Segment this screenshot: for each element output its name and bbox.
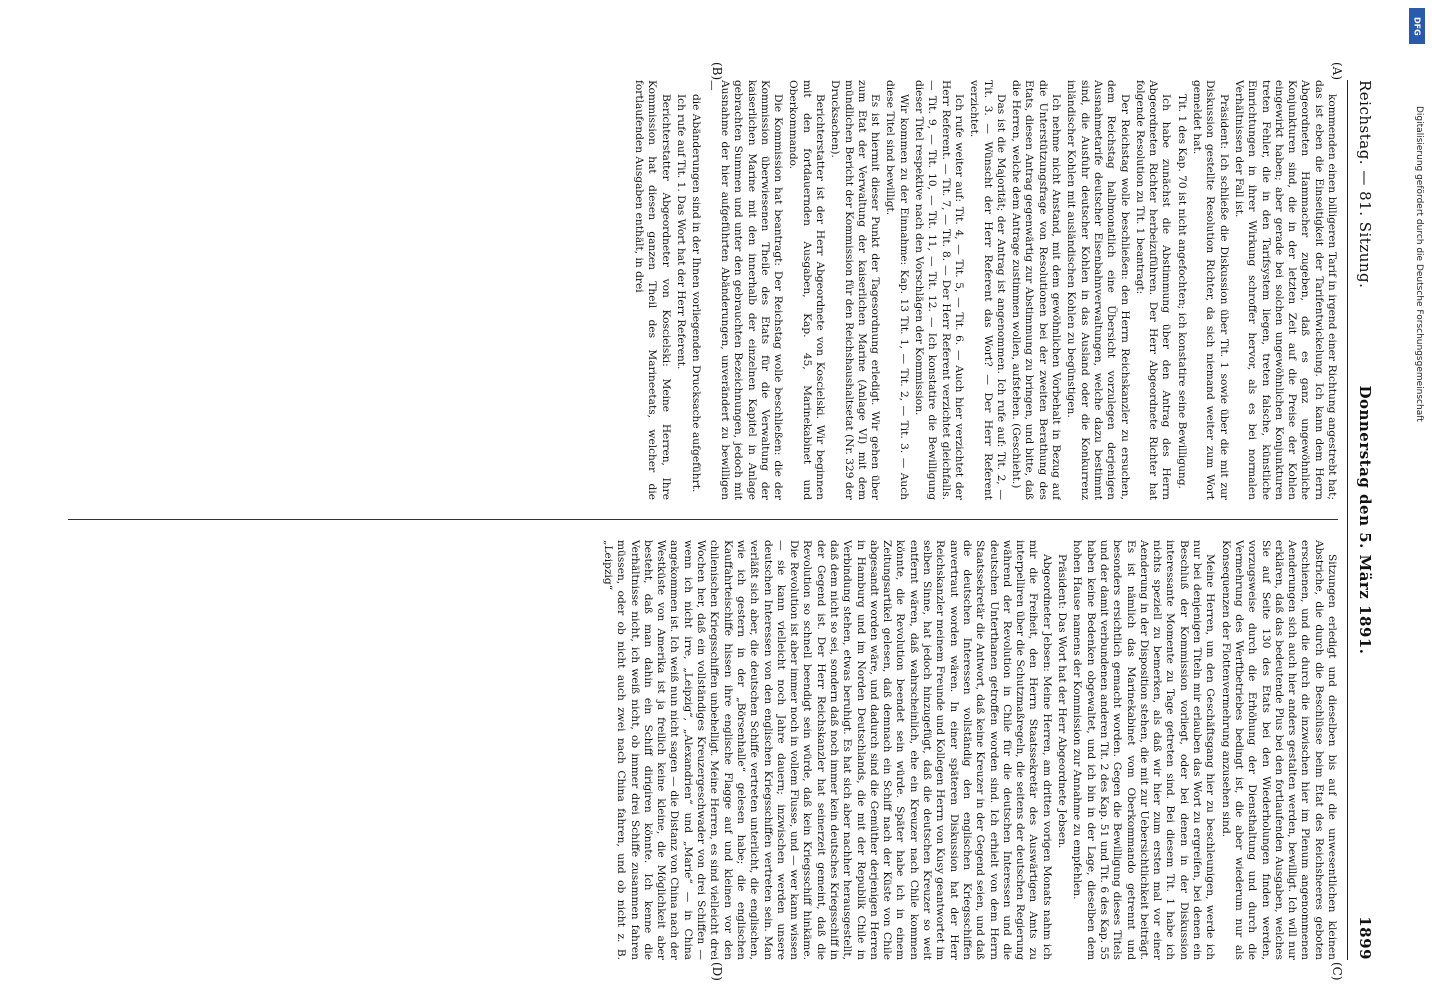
header-date: Donnerstag den 5. März 1891. — [1356, 385, 1374, 655]
paragraph: Präsident: Ich schließe die Diskussion über Tit. 1 sowie über die mit zur Diskussion gestellte Resolution Richter, da sich niemand weiter zum Wort gemeldet hat. — [1191, 80, 1230, 500]
page-header — [1344, 80, 1374, 960]
paragraph: Abgeordneter Jebsen: Meine Herren, am dritten vorigen Monats nahm ich mir die Freiheit, den Herrn Staatssekretär des Auswärtigen Amts zu interpelliren über die Schutzmaßregeln, die seitens der deutschen Regierung während der Revolution in Chile für die deutschen Interessen und die deutschen Unterthanen getroffen worden sind. Ich erhielt von dem Herrn Staatssekretär die Antwort, daß keine Kreuzer in der Gegend seien, und daß die deutschen Interessen vollständig den englischen Kriegsschiffen anvertraut worden wären. In einer späteren Diskussion hat der Herr Reichskanzler meinem Freunde und Kollegen Herrn von Kusy geantwortet im selben Sinne, hat jedoch hinzugefügt, daß die deutschen Kreuzer so weit entfernt wären, daß wahrscheinlich, ehe ein Kreuzer nach Chile kommen könnte, die Revolution beendet sein würde. Später habe ich in einem Zeitungsartikel gelesen, daß demnach ein Schiff nach der Küste von Chile abgesandt worden wäre, und dadurch sind die Gemüther derjenigen Herren in Hamburg und im Norden Deutschlands, die mit der Republik Chile in Verbindung stehen, etwas beruhigt. Es hat sich aber nachher herausgestellt, daß dem nicht so sei, sondern daß noch immer kein deutsches Kriegsschiff in der Gegend ist. Der Herr Reichskanzler hat seinerzeit gemeint, daß die Revolution so schnell beendigt sein würde, daß kein Kriegsschiff hinkäme. Die Revolution ist aber immer noch in vollem Flusse, und — wer kann wissen — sie kann vielleicht noch Jahre dauern; inzwischen werden unsere deutschen Interessen von den englischen Kriegsschiffen vertreten sein. Man verläßt sich aber, die deutschen Schiffe vertreten unterlicht, die englischen, wie ich gestern in der „Börsenhalle“ gelesen habe; die englischen Kauffahrteischiffe hissen ihre englische Flagge auf und kleinen vor den chilenischen Kriegsschiffen unbehelligt. Meine Herren, es sind vielleicht drei Wochen her, daß ein vollständiges Kreuzergeschwader von drei Schiffen — wenn ich nicht irre, „Leipzig“, „Alexandrien“ und „Marie“ — in China angekommen ist. Ich weiß nun nicht sagen — die Distanz von China nach der Westküste von Amerika ist ja freilich keine kleine, die Möglichkeit aber besteht, daß man dahin ein Schiff dirigiren könnte. Ich kenne die Verhältnisse nicht, ich weiß nicht, ob immer drei Schiffe zusammen fahren müssen, oder ob nicht auch zwei nach China fahren, und ob nicht z. B. „Leipzig“ — [601, 540, 1053, 960]
rotated-page-content — [54, 62, 1384, 981]
paragraph: Wir kommen zu der Einnahme: Kap. 13 Tit. 1, — Tit. 2, — Tit. 3. — Auch diese Titel sind bewilligt. — [884, 80, 910, 500]
credit-text: Digitalisierung gefördert durch die Deutsche Forschungsgemeinschaft — [1414, 106, 1424, 422]
margin-marker-c: (C) — [1330, 962, 1344, 981]
paragraph: Meine Herren, um den Geschäftsgang hier zu beschleunigen, werde ich nur bei denjenigen Titeln mir erlauben das Wort zu ergreifen, bei denen ein Beschluß der Kommission vorliegt, oder bei denen in der Diskussion interessante Momente zu Tage getreten sind. Bei diesem Tit. 1 habe ich nichts speziell zu bemerken, als daß wir hier zum ersten mal vor einer Aenderung in der Disposition stehen, die mit zur Uebersichtlichkeit beiträgt. Es ist nämlich das Marinekabinet vom Oberkommando getrennt und besonders ersichtlich gemacht worden. Gegen die Bewilligung dieses Titels und der damit verbundenen anderen Tit. 2 des Kap. 51 und Tit. 6 des Kap. 55 haben keine Bedenken obgewaltet, und ich bin in der Lage, dieselben dem hohen Hause namens der Kommission zur Annahme zu empfehlen. — [1071, 540, 1217, 960]
paragraph: Ich rufe auf Tit. 1. Das Wort hat der Herr Referent. — [675, 94, 688, 370]
margin-marker-b: (B) — [710, 62, 724, 81]
column-divider — [68, 519, 1338, 520]
dfg-logo: DFG — [1409, 8, 1425, 44]
header-left: Reichstag. — 81. Sitzung. — [1356, 80, 1374, 289]
paragraph: kommenden einen billigeren Tarif in irgend einer Richtung angestrebt hat; das ist eben die Einseitigkeit der Tarifentwickelung. Ich kann dem Herrn Abgeordneten Hammacher zugeben, daß es ganz ungewöhnliche Konjunkturen sind, die in der letzten Zeit auf die Preise der Kohlen eingewirkt haben; aber gerade bei solchen ungewöhnlichen Konjunkturen treten Fehler, die in den Tarifsystem liegen, treten falsche, künstliche Einrichtungen in ihrer Wirkung schroffer hervor, als es bei normalen Verhältnissen der Fall ist. — [1232, 80, 1338, 500]
paragraph: Tit. 1 des Kap. 70 ist nicht angefochten; ich konstatire seine Bewilligung. — [1175, 94, 1188, 489]
right-text-column — [68, 540, 1338, 960]
paragraph: Ich habe zunächst die Abstimmung über den Antrag des Herrn Abgeordneten Richter herbeizuführen. Der Herr Abgeordnete Richter hat folgende Resolution zu Tit. 1 beantragt: — [1133, 80, 1173, 500]
margin-marker-d: (D) — [710, 962, 724, 981]
paragraph: Präsident: Das Wort hat der Herr Abgeordnete Jebsen. — [1056, 554, 1069, 849]
paragraph: Sitzungen erledigt und dieselben bis auf die unwesentlichen kleinen Abstriche, die durch die Beschlüsse beim Etat des Reichsheeres geboten erschienen, und die durch die inzwischen hier im Plenum angenommenen Aenderungen sich auch hier anders gestalten werden, bewilligt. Ich will nur erklären, daß das bedeutende Plus bei den fortlaufenden Ausgaben, welches Sie auf Seite 130 des Etats bei den Wiederholungen finden werden, vorzugsweise durch die Erhöhung der Diensthaltung und durch die Vermehrung des Werftbetriebes bedingt ist, die aber wiederum nur als Konsequenzen der Flottenvermehrung anzusehen sind. — [1219, 540, 1338, 960]
page-number: 1899 — [1356, 916, 1374, 960]
paragraph: Berichterstatter ist der Herr Abgeordnete von Koscielski. Wir beginnen mit den fortdauernden Ausgaben, Kap. 45, Marinekabinet und Oberkommando. — [787, 80, 827, 500]
paragraph: Die Kommission hat beantragt: Der Reichstag wolle beschließen: die der Kommission überwiesenen Theile des Etats für die Verwaltung der kaiserlichen Marine mit den innerhalb der einzelnen Kapitel in Anlage gebrachten Summen und unter den gebrauchten Bezeichnungen, jedoch mit Ausnahme der hier aufgeführten Abänderungen, unverändert zu bewilligen — — [705, 80, 785, 500]
paragraph: Das ist die Majorität; der Antrag ist angenommen. Ich rufe auf: Tit. 2, — Tit. 3. — Wünscht der Herr Referent das Wort? — Der Herr Referent verzichtet. — [968, 80, 1007, 500]
paragraph: Ich rufe weiter auf: Tit. 4, — Tit. 5, — Tit. 6. — Auch hier verzichtet der Herr Referent. — Tit. 7, — Tit. 8. — Der Herr Referent verzichtet gleichfalls. — Tit. 9, — Tit. 10, — Tit. 11, — Tit. 12. — Ich konstatire die Bewilligung dieser Titel respektive nach den Vorschlägen der Kommission. — [913, 80, 965, 500]
paragraph: die Abänderungen sind in der Ihnen vorliegenden Drucksache aufgeführt. — [690, 94, 703, 493]
paragraph: Berichterstatter Abgeordneter von Koscielski: Meine Herren, Ihre Kommission hat diesen ganzen Theil des Marineetats, welcher die fortlaufenden Ausgaben enthält, in drei — [633, 80, 672, 500]
header-rule — [1347, 80, 1348, 960]
margin-marker-a: (A) — [1330, 62, 1344, 81]
digitization-credit — [1400, 6, 1426, 996]
left-text-column — [68, 80, 1338, 500]
paragraph: Der Reichstag wolle beschließen: den Herrn Reichskanzler zu ersuchen, dem Reichstag halbmonatlich eine Übersicht vorzulegen derjenigen Ausnahmetarife deutscher Eisenbahnverwaltungen, welche dazu bestimmt sind, die Ausfuhr deutscher Kohlen in das Ausland oder die Konkurrenz inländischer Kohlen mit ausländischen Kohlen zu begünstigen. — [1065, 80, 1131, 500]
paragraph: Es ist hiermit dieser Punkt der Tagesordnung erledigt. Wir gehen über zum Etat der Verwaltung der kaiserlichen Marine (Anlage VI) mit dem mündlichen Bericht der Kommission für den Reichshaushaltsetat (Nr. 329 der Drucksachen). — [829, 80, 882, 500]
paragraph: Ich nehme nicht Anstand, mit dem gewöhnlichen Vorbehalt in Bezug auf die Unterstützungsfrage von Resolutionen bei der zweiten Berathung des Etats, diesen Antrag gegenwärtig zur Abstimmung zu bringen, und bitte, daß die Herren, welche dem Antrage zustimmen wollen, aufstehen. (Geschieht.) — [1010, 80, 1063, 500]
